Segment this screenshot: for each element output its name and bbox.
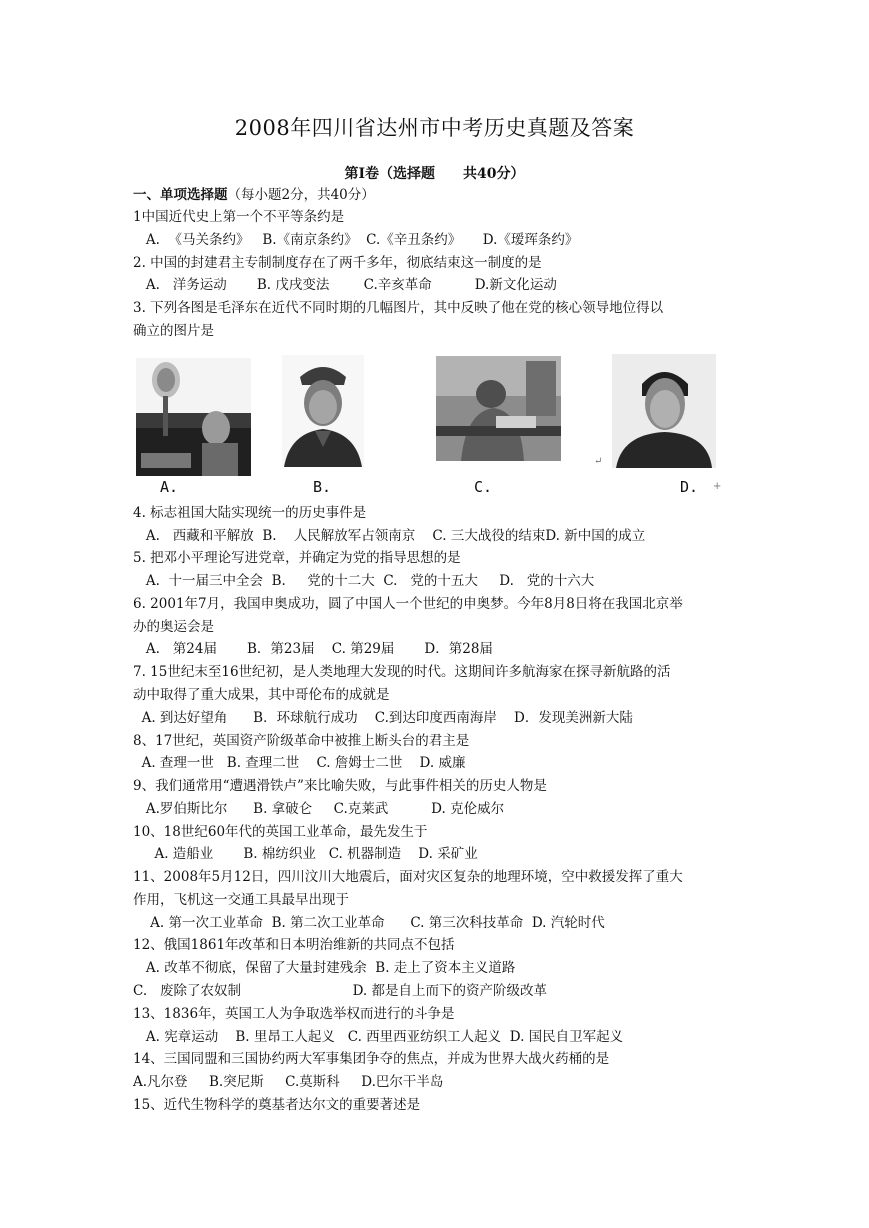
question-line: 办的奥运会是 — [133, 619, 214, 635]
option-line: A. 第一次工业革命 B. 第二次工业革命 C. 第三次科技革命 D. 汽轮时代 — [133, 915, 605, 931]
photo-a — [136, 358, 251, 476]
question-line: 6. 2001年7月，我国申奥成功，圆了中国人一个世纪的申奥梦。今年8月8日将在我国北京举 — [133, 596, 683, 612]
option-line: A. 改革不彻底，保留了大量封建残余 B. 走上了资本主义道路 — [133, 960, 516, 976]
option-line: A.凡尔登 B.突尼斯 C.莫斯科 D.巴尔干半岛 — [133, 1074, 444, 1090]
question-line: 3. 下列各图是毛泽东在近代不同时期的几幅图片，其中反映了他在党的核心领导地位得以 — [133, 300, 664, 316]
question-line: 确立的图片是 — [133, 323, 214, 339]
option-line: A.罗伯斯比尔 B. 拿破仑 C.克莱武 D. 克伦威尔 — [133, 801, 505, 817]
option-line: A. 第24届 B．第23届 C. 第29届 D．第28届 — [133, 641, 493, 657]
question-line: 9、我们通常用“遭遇滑铁卢”来比喻失败，与此事件相关的历史人物是 — [133, 778, 547, 794]
question-line: 11、2008年5月12日，四川汶川大地震后，面对灾区复杂的地理环境，空中救援发挥了重大 — [133, 869, 683, 885]
option-line: A. 《马关条约》 B.《南京条约》 C.《辛丑条约》 D.《瑷珲条约》 — [133, 232, 579, 248]
option-line: A. 西藏和平解放 B. 人民解放军占领南京 C. 三大战役的结束D. 新中国的成立 — [133, 528, 646, 544]
option-line: A. 十一届三中全会 B. 党的十二大 C. 党的十五大 D. 党的十六大 — [133, 573, 595, 589]
option-line: A. 查理一世 B. 查理二世 C. 詹姆士二世 D. 威廉 — [133, 755, 466, 771]
question-line: 15、近代生物科学的奠基者达尔文的重要著述是 — [133, 1097, 421, 1113]
section-heading: 一、单项选择题 — [133, 187, 228, 203]
question-line: 作用，飞机这一交通工具最早出现于 — [133, 892, 349, 908]
question-line: 5. 把邓小平理论写进党章，并确定为党的指导思想的是 — [133, 550, 461, 566]
photo-b-label: B. — [313, 478, 332, 496]
paragraph-mark-icon: ↵ — [594, 456, 603, 467]
question-line: 13、1836年，英国工人为争取选举权而进行的斗争是 — [133, 1006, 455, 1022]
question-line: 1中国近代史上第一个不平等条约是 — [133, 209, 345, 225]
question-line: 14、三国同盟和三国协约两大军事集团争夺的焦点，并成为世界大战火药桶的是 — [133, 1051, 610, 1067]
section-heading-row — [133, 189, 375, 203]
question-line: 7. 15世纪末至16世纪初，是人类地理大发现的时代。这期间许多航海家在探寻新航路的活 — [133, 664, 671, 680]
paper-part-heading: 第Ⅰ卷（选择题 共40分） — [344, 166, 525, 182]
question-line: 8、17世纪，英国资产阶级革命中被推上断头台的君主是 — [133, 733, 470, 749]
question-line: 2. 中国的封建君主专制制度存在了两千多年，彻底结束这一制度的是 — [133, 255, 542, 271]
question-line: 4. 标志祖国大陆实现统一的历史事件是 — [133, 505, 367, 521]
option-line: A. 洋务运动 B. 戊戌变法 C.辛亥革命 D.新文化运动 — [133, 277, 557, 293]
page-title: 2008年四川省达州市中考历史真题及答案 — [234, 116, 635, 140]
photo-d-label: D. — [680, 478, 699, 496]
option-line: A. 到达好望角 B．环球航行成功 C.到达印度西南海岸 D．发现美洲新大陆 — [133, 710, 633, 726]
anchor-mark-icon: + — [713, 481, 722, 492]
option-line: A. 造船业 B. 棉纺织业 C. 机器制造 D. 采矿业 — [133, 846, 478, 862]
question-line: 动中取得了重大成果，其中哥伦布的成就是 — [133, 687, 390, 703]
question-line: 12、俄国1861年改革和日本明治维新的共同点不包括 — [133, 937, 455, 953]
photo-b — [282, 355, 364, 467]
question-line: 10、18世纪60年代的英国工业革命，最先发生于 — [133, 824, 428, 840]
section-note: （每小题2分，共40分） — [227, 187, 375, 203]
option-line: C. 废除了农奴制 D. 都是自上而下的资产阶级改革 — [133, 983, 548, 999]
photo-c — [436, 356, 561, 461]
photo-a-label: A. — [160, 478, 179, 496]
photo-d — [612, 354, 716, 468]
option-line: A. 宪章运动 B. 里昂工人起义 C. 西里西亚纺织工人起义 D. 国民自卫军起义 — [133, 1029, 624, 1045]
photo-c-label: C. — [474, 478, 493, 496]
